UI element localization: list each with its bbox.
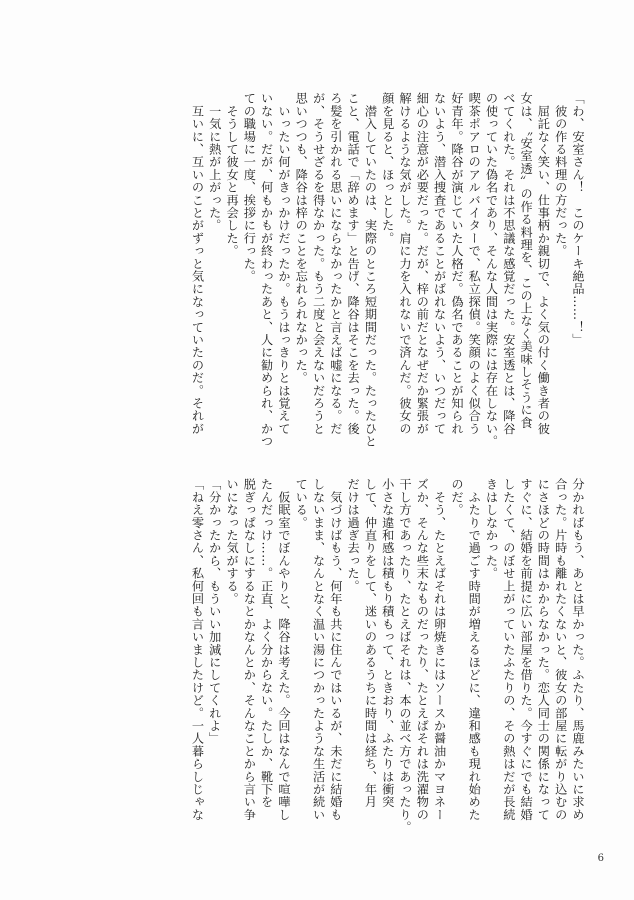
text-line: 「分かったから、もういい加減にしてくれよ」 <box>207 478 222 745</box>
text-line: そう、たとえばそれは卵焼きにはソースか醤油かマヨネー <box>432 478 447 821</box>
lower-text-block <box>188 478 586 858</box>
text-line: こと、電話で「辞めます」と告げ、降谷はそこを去った。後 <box>346 92 361 435</box>
text-line: 互いに、互いのことがずっと気になっていたのだ。それが <box>190 92 205 435</box>
text-line: 顔を見ると、ほっとした。 <box>380 92 395 245</box>
text-line: しないまま、なんとなく温い湯につかったような生活が続い <box>311 478 326 821</box>
text-line: いったい何がきっかけだったか。もうはっきりとは覚えて <box>276 92 291 435</box>
text-line: ふたりで過ごす時間が増えるほどに、違和感も現れ始めた <box>467 478 482 821</box>
text-line: 「わ、安室さん！ このケーキ絶品……！」 <box>571 92 585 346</box>
text-line: 小さな違和感は積もり積もって、ときおり、ふたりは衝突 <box>380 478 395 809</box>
text-line: 気づけばもう、何年も共に住んではいるが、未だに結婚も <box>328 478 343 821</box>
text-line: したくて、のぼせ上がっていたふたりの、その熱はだが長続 <box>501 478 516 821</box>
text-line: だけは過ぎ去った。 <box>346 478 361 593</box>
text-line: 仮眠室でぼんやりと、降谷は考えた。今回はなんで喧嘩し <box>276 478 291 821</box>
text-line: が、そうせざるを得なかった。もう二度と会えないだろうと <box>311 92 326 435</box>
text-line: 分かればもう、あとは早かった。ふたり、馬鹿みたいに求め <box>571 478 585 821</box>
text-line: の使っていた偽名であり、そんな人間は実際には存在しない。 <box>484 92 499 448</box>
text-line: きはしなかった。 <box>484 478 499 580</box>
text-line: ての職場に一度、挨拶に行った。 <box>242 92 257 283</box>
text-line: 「ねえ零さん、私何回も言いましたけど。一人暮らしじゃな <box>190 478 205 821</box>
text-line: 屈託なく笑い、仕事柄か親切で、よく気の付く働き者の彼 <box>536 92 551 435</box>
text-line: ている。 <box>294 478 309 529</box>
text-line: いない。だが、何もかもが終わったあと、人に勧められ、かつ <box>259 92 274 448</box>
text-line: 細心の注意が必要だった。だが、梓の前だとなぜだか緊張が <box>415 92 430 435</box>
text-line: そうして彼女と再会した。 <box>225 92 240 258</box>
text-line: ないよう、潜入捜査であることがばれないよう、いつだって <box>432 92 447 435</box>
text-line: 喫茶ポアロのアルバイターで、私立探偵。笑顔のよく似合う <box>467 92 482 435</box>
page-number: 6 <box>597 853 604 864</box>
text-line: べてくれた。それは不思議な感覚だった。安室透とは、降谷 <box>501 92 516 435</box>
text-line: 干し方であったり、たとえばそれは、本の並べ方であったり。 <box>398 478 413 834</box>
text-line: 女は、〝安室透〟の作る料理を、この上なく美味しそうに食 <box>519 92 534 429</box>
text-line: ズか、そんな些末なものだったり、たとえばそれは洗濯物の <box>415 478 430 821</box>
text-line: 脱ぎっぱなしにするなとかなんとか、そんなことから言い争 <box>242 478 257 821</box>
text-line: 解けるような気がした。肩に力を入れないで済んだ。彼女の <box>398 92 413 435</box>
text-line: 彼の作る料理の方だった。 <box>553 92 568 258</box>
text-line: 思いつつも、降谷は梓のことを忘れられなかった。 <box>294 92 309 385</box>
text-line: して、仲直りをして、迷いのあるうちに時間は経ち、年月 <box>363 478 378 809</box>
text-line: いになった気がする。 <box>225 478 240 605</box>
text-line: すぐに、結婚を前提に広い部屋を借りた。今すぐにでも結婚 <box>519 478 534 821</box>
text-line: 好青年。降谷が演じていた人格だ。偽名であることが知られ <box>449 92 464 435</box>
text-line: 一気に熱が上がった。 <box>207 92 222 232</box>
text-line: のだ。 <box>449 478 464 517</box>
text-line: 潜入していたのは、実際のところ短期間だった。たったひと <box>363 92 378 448</box>
text-line: ろ髪を引かれる思いにならなかったかと言えば嘘になる。だ <box>328 92 343 435</box>
upper-text-block <box>188 92 586 472</box>
text-line: 合った。片時も離れたくないと、彼女の部屋に転がり込むの <box>553 478 568 821</box>
text-line: にさほどの時間はかからなかった。恋人同士の関係になって <box>536 478 551 821</box>
text-line: たんだっけ……。正直、よく分からない。たしか、靴下を <box>259 478 274 809</box>
